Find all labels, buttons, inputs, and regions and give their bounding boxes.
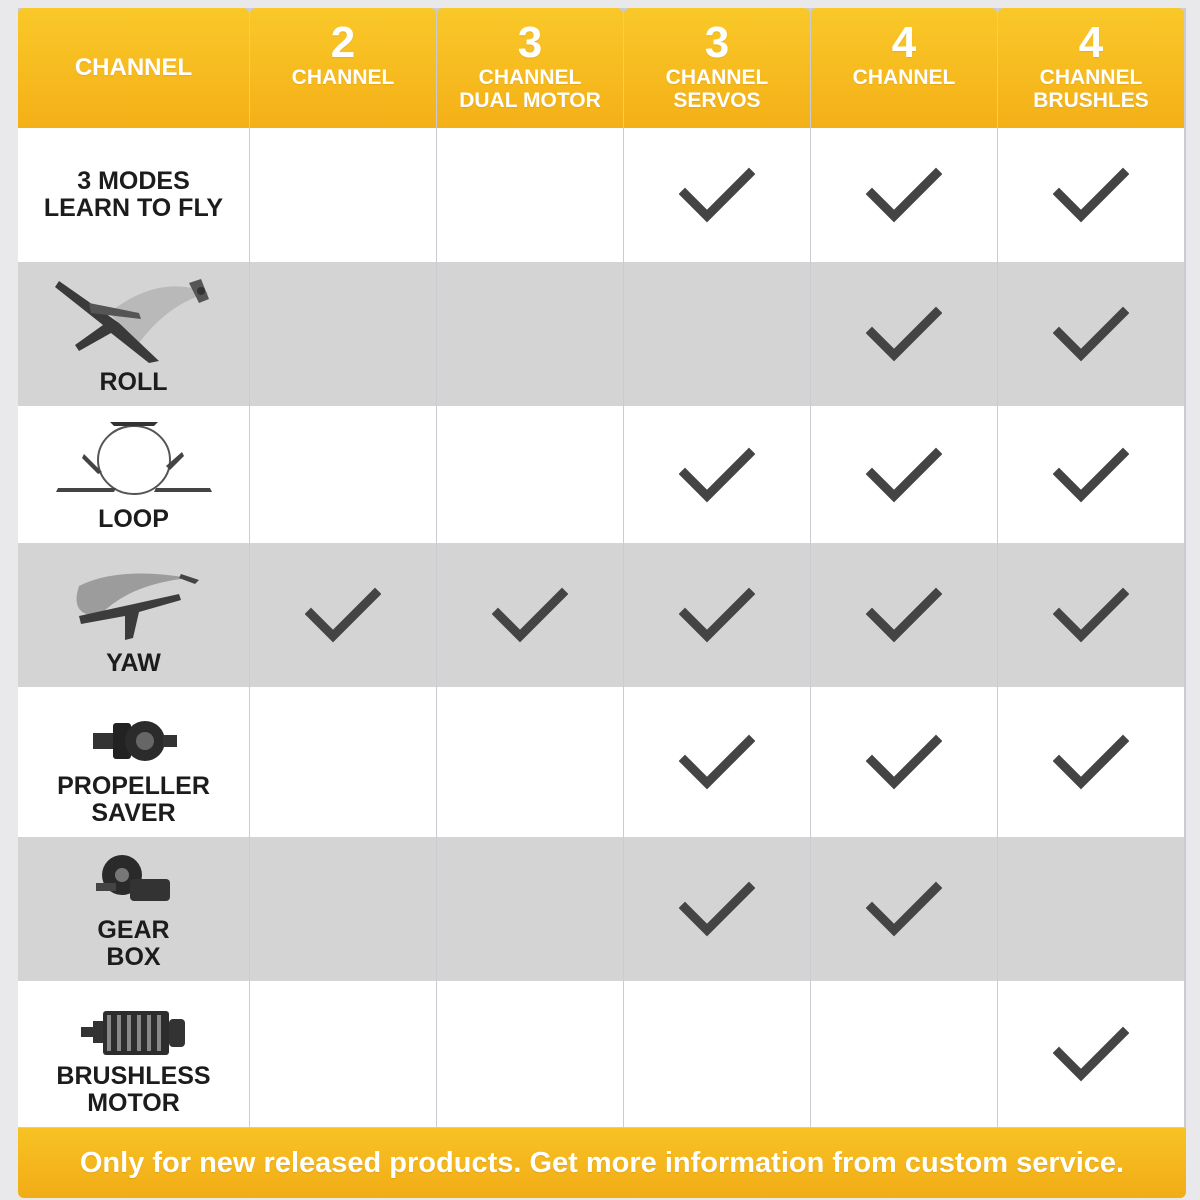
check-cell (811, 128, 997, 262)
checkmark-icon (1053, 586, 1129, 644)
header-channel-label: CHANNEL (74, 54, 193, 81)
check-cell (437, 687, 623, 837)
header-col-num: 3 (704, 18, 730, 67)
check-cell (811, 981, 997, 1127)
header-col-5 (998, 8, 1184, 128)
checkmark-icon (679, 446, 755, 504)
header-col-label: CHANNEL SERVOS (665, 66, 769, 112)
check-cell (624, 262, 810, 406)
check-cell (998, 543, 1184, 687)
checkmark-icon (679, 166, 755, 224)
checkmark-icon (305, 586, 381, 644)
header-col-label: CHANNEL BRUSHLES (1033, 66, 1149, 112)
header-col-2 (437, 8, 623, 128)
feature-loop (18, 406, 249, 543)
check-cell (624, 687, 810, 837)
brushless-motor-icon (79, 1007, 189, 1059)
feature-label: 3 MODES LEARN TO FLY (43, 167, 224, 222)
checkmark-icon (1053, 446, 1129, 504)
checkmark-icon (866, 166, 942, 224)
feature-gear-box (18, 837, 249, 981)
checkmark-icon (866, 305, 942, 363)
feature-label: YAW (106, 649, 161, 677)
feature-label: PROPELLER SAVER (57, 772, 210, 827)
check-cell (624, 981, 810, 1127)
footer-text: Only for new released products. Get more information from custom service. (79, 1146, 1125, 1179)
check-cell (437, 262, 623, 406)
header-col-label: CHANNEL (852, 66, 956, 89)
feature-roll (18, 262, 249, 406)
check-cell (437, 981, 623, 1127)
checkmark-icon (1053, 1025, 1129, 1083)
check-cell (998, 262, 1184, 406)
header-col-num: 4 (1078, 18, 1104, 67)
check-cell (250, 981, 436, 1127)
check-cell (437, 406, 623, 543)
check-cell (811, 687, 997, 837)
roll-plane-icon (49, 273, 219, 365)
check-cell (624, 837, 810, 981)
checkmark-icon (866, 446, 942, 504)
comparison-table (18, 8, 1186, 1128)
checkmark-icon (1053, 166, 1129, 224)
header-col-num: 2 (330, 18, 356, 67)
feature-label: ROLL (99, 368, 168, 396)
checkmark-icon (866, 880, 942, 938)
check-cell (811, 262, 997, 406)
check-cell (811, 406, 997, 543)
feature-propeller-saver (18, 687, 249, 837)
checkmark-icon (1053, 305, 1129, 363)
checkmark-icon (492, 586, 568, 644)
header-col-label: CHANNEL (291, 66, 395, 89)
header-channel (18, 8, 249, 128)
loop-plane-icon (54, 416, 214, 502)
header-col-4 (811, 8, 997, 128)
check-cell (250, 837, 436, 981)
check-cell (998, 128, 1184, 262)
check-cell (250, 262, 436, 406)
feature-label: GEAR BOX (97, 916, 170, 971)
header-col-label: CHANNEL DUAL MOTOR (459, 66, 601, 112)
check-cell (624, 406, 810, 543)
yaw-plane-icon (59, 566, 209, 646)
checkmark-icon (679, 733, 755, 791)
feature-learn-to-fly (18, 128, 249, 262)
check-cell (624, 128, 810, 262)
check-cell (437, 837, 623, 981)
check-cell (437, 543, 623, 687)
check-cell (998, 981, 1184, 1127)
header-col-num: 4 (891, 18, 917, 67)
feature-label: BRUSHLESS MOTOR (56, 1062, 211, 1117)
checkmark-icon (866, 586, 942, 644)
check-cell (437, 128, 623, 262)
header-col-1 (250, 8, 436, 128)
checkmark-icon (679, 586, 755, 644)
checkmark-icon (1053, 733, 1129, 791)
propeller-saver-icon (89, 713, 179, 769)
check-cell (624, 543, 810, 687)
check-cell (998, 687, 1184, 837)
check-cell (250, 128, 436, 262)
feature-label: LOOP (98, 505, 169, 533)
feature-brushless-motor (18, 981, 249, 1127)
header-col-3 (624, 8, 810, 128)
checkmark-icon (679, 880, 755, 938)
check-cell (250, 406, 436, 543)
gear-box-icon (92, 853, 176, 913)
check-cell (998, 406, 1184, 543)
header-col-num: 3 (517, 18, 543, 67)
footer-banner (18, 1128, 1186, 1198)
checkmark-icon (866, 733, 942, 791)
check-cell (250, 543, 436, 687)
check-cell (811, 543, 997, 687)
check-cell (811, 837, 997, 981)
check-cell (998, 837, 1184, 981)
check-cell (250, 687, 436, 837)
feature-yaw (18, 543, 249, 687)
